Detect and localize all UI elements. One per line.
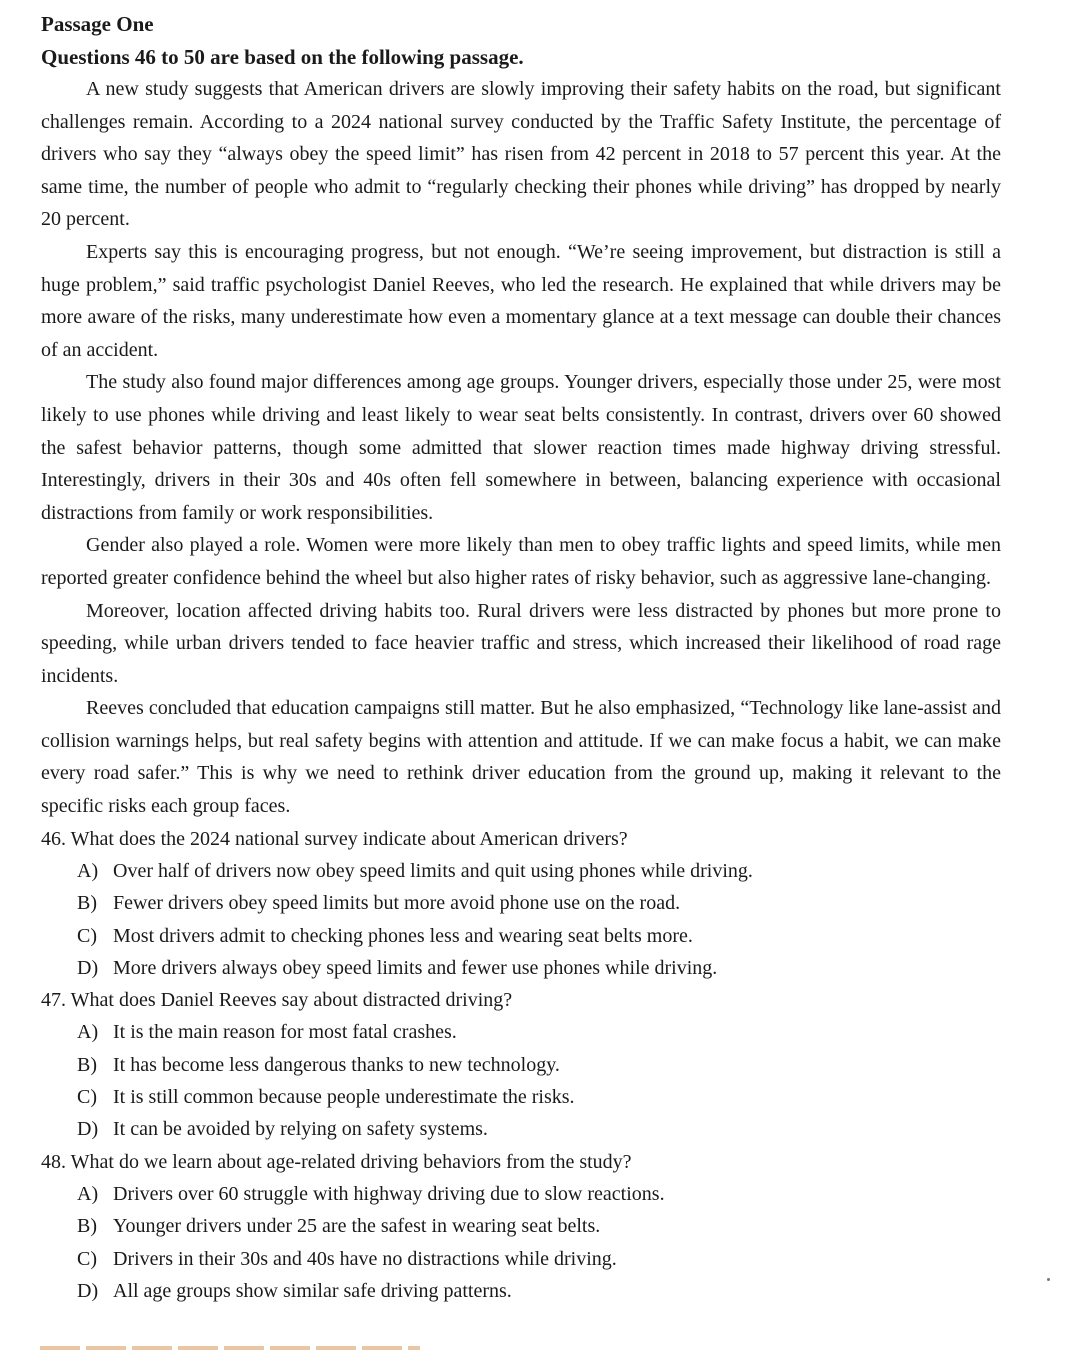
option-a[interactable] (41, 855, 1001, 887)
option-text: All age groups show similar safe driving patterns. (113, 1279, 512, 1302)
question-number: 47. (41, 989, 66, 1012)
page-bottom-rule (40, 1346, 420, 1350)
question-number: 46. (41, 827, 66, 850)
option-text: Drivers over 60 struggle with highway driving due to slow reactions. (113, 1182, 665, 1205)
option-b[interactable] (41, 1210, 1001, 1242)
option-letter: C) (77, 924, 97, 947)
option-d[interactable] (41, 1275, 1001, 1307)
option-text: Over half of drivers now obey speed limits and quit using phones while driving. (113, 859, 753, 882)
option-letter: A) (77, 1182, 99, 1205)
passage-paragraph: Experts say this is encouraging progress, but not enough. “We’re seeing improvement, but distraction is still a huge problem,” said traffic psychologist Daniel Reeves, who led the research. He explained that while drivers may be more aware of the risks, many underestimate how even a momentary glance at a text message can double their chances of an accident. (41, 240, 1001, 361)
option-c[interactable] (41, 1081, 1001, 1113)
option-a[interactable] (41, 1178, 1001, 1210)
question-47 (41, 984, 1001, 1145)
question-stem (41, 984, 1001, 1016)
passage-body (41, 73, 1001, 823)
option-list (41, 1178, 1001, 1307)
scan-speck (1047, 1278, 1050, 1281)
option-letter: A) (77, 859, 99, 882)
option-c[interactable] (41, 920, 1001, 952)
passage-title: Passage One (41, 12, 154, 36)
passage-paragraph: A new study suggests that American drivers are slowly improving their safety habits on the road, but significant challenges remain. According to a 2024 national survey conducted by the Traffic Safety Institute, the percentage of drivers who say they “always obey the speed limit” has risen from 42 percent in 2018 to 57 percent this year. At the same time, the number of people who admit to “regularly checking their phones while driving” has dropped by nearly 20 percent. (41, 78, 1001, 231)
option-letter: B) (77, 1053, 97, 1076)
option-text: Younger drivers under 25 are the safest in wearing seat belts. (113, 1215, 601, 1238)
question-46 (41, 823, 1001, 984)
question-text: What does the 2024 national survey indicate about American drivers? (70, 827, 628, 850)
option-a[interactable] (41, 1016, 1001, 1048)
question-text: What do we learn about age-related driving behaviors from the study? (70, 1150, 632, 1173)
question-stem (41, 823, 1001, 855)
passage-instruction: Questions 46 to 50 are based on the following passage. (41, 44, 524, 69)
question-text: What does Daniel Reeves say about distracted driving? (70, 989, 513, 1012)
option-text: It is the main reason for most fatal crashes. (113, 1021, 457, 1044)
option-text: It has become less dangerous thanks to new technology. (113, 1053, 560, 1076)
option-text: It can be avoided by relying on safety systems. (113, 1118, 488, 1141)
option-list (41, 855, 1001, 984)
option-text: Fewer drivers obey speed limits but more avoid phone use on the road. (113, 892, 681, 915)
option-b[interactable] (41, 887, 1001, 919)
option-letter: B) (77, 1215, 97, 1238)
question-48 (41, 1146, 1001, 1307)
question-stem (41, 1146, 1001, 1178)
option-list (41, 1016, 1001, 1145)
passage-paragraph: The study also found major differences among age groups. Younger drivers, especially those under 25, were most likely to use phones while driving and least likely to wear seat belts consistently. In contrast, drivers over 60 showed the safest behavior patterns, though some admitted that slower reaction times made highway driving stressful. Interestingly, drivers in their 30s and 40s often fell somewhere in between, balancing experience with occasional distractions from family or work responsibilities. (41, 371, 1001, 524)
passage-paragraph: Moreover, location affected driving habits too. Rural drivers were less distracted by phones but more prone to speeding, while urban drivers tended to face heavier traffic and stress, which increased their likelihood of road rage incidents. (41, 599, 1001, 687)
option-text: More drivers always obey speed limits and fewer use phones while driving. (113, 956, 718, 979)
passage-paragraph: Gender also played a role. Women were more likely than men to obey traffic lights and speed limits, while men reported greater confidence behind the wheel but also higher rates of risky behavior, such as aggressive lane-changing. (41, 534, 1001, 589)
option-letter: D) (77, 1118, 99, 1141)
option-letter: D) (77, 956, 99, 979)
option-d[interactable] (41, 1113, 1001, 1145)
passage-paragraph: Reeves concluded that education campaigns still matter. But he also emphasized, “Technology like lane-assist and collision warnings helps, but real safety begins with attention and attitude. If we can make focus a habit, we can make every road safer.” This is why we need to rethink driver education from the ground up, making it relevant to the specific risks each group faces. (41, 697, 1001, 818)
option-text: Most drivers admit to checking phones less and wearing seat belts more. (113, 924, 693, 947)
exam-page (41, 8, 1001, 1307)
option-letter: B) (77, 892, 97, 915)
option-letter: A) (77, 1021, 99, 1044)
option-text: It is still common because people underestimate the risks. (113, 1086, 575, 1109)
option-c[interactable] (41, 1243, 1001, 1275)
option-letter: C) (77, 1247, 97, 1270)
option-letter: C) (77, 1086, 97, 1109)
option-letter: D) (77, 1279, 99, 1302)
question-number: 48. (41, 1150, 66, 1173)
option-text: Drivers in their 30s and 40s have no distractions while driving. (113, 1247, 617, 1270)
option-b[interactable] (41, 1049, 1001, 1081)
option-d[interactable] (41, 952, 1001, 984)
